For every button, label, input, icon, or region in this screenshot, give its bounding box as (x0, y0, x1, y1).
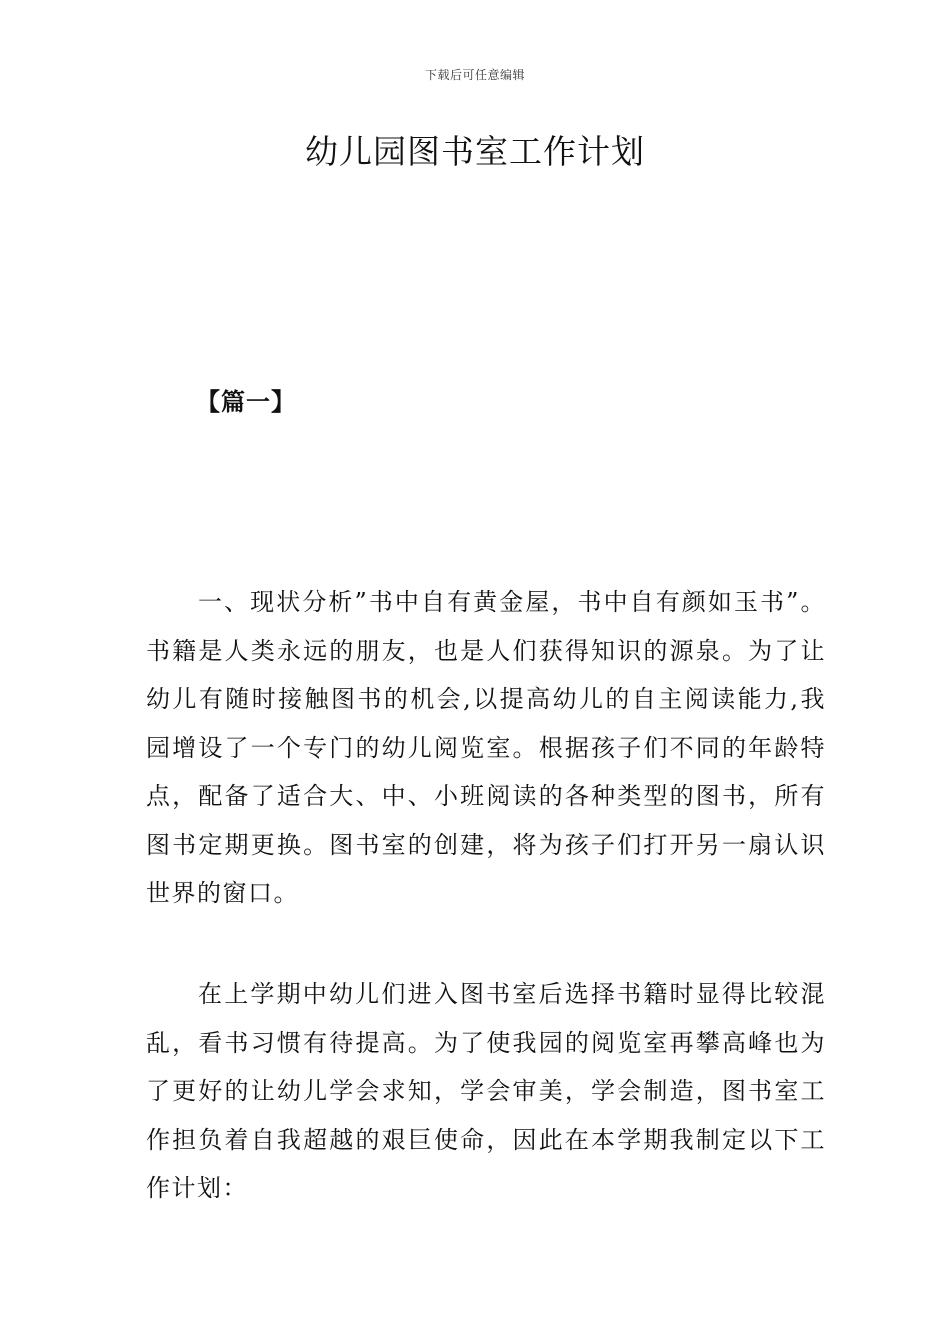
document-title: 幼儿园图书室工作计划 (305, 132, 645, 171)
paragraph-current-situation: 一、现状分析”书中自有黄金屋，书中自有颜如玉书”。书籍是人类永远的朋友，也是人们获得知识的源泉。为了让幼儿有随时接触图书的机会,以提高幼儿的自主阅读能力,我园增设了一个专门的幼儿阅览室。根据孩子们不同的年龄特点，配备了适合大、中、小班阅读的各种类型的图书，所有图书定期更换。图书室的创建，将为孩子们打开另一扇认识世界的窗口。 (146, 588, 826, 907)
section-marker: 【篇一】 (196, 387, 296, 416)
header-note: 下载后可任意编辑 (424, 68, 525, 82)
paragraph-work-plan-intro: 在上学期中幼儿们进入图书室后选择书籍时显得比较混乱，看书习惯有待提高。为了使我园的阅览室再攀高峰也为了更好的让幼儿学会求知，学会审美，学会制造，图书室工作担负着自我超越的艰巨使命，因此在本学期我制定以下工作计划： (146, 980, 826, 1202)
